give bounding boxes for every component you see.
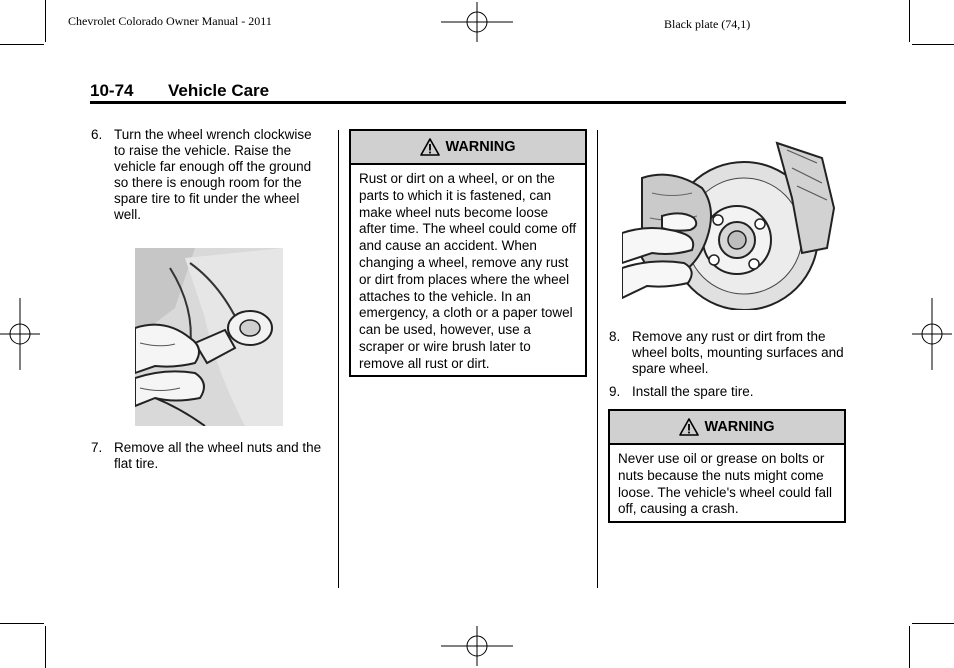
registration-mark-icon <box>912 298 952 370</box>
warning-text: Rust or dirt on a wheel, or on the parts to which it is fastened, can make wheel nuts become loose after time. The wheel could come off and cause an accident. When changing a wheel, remove any rust or dirt from places where the wheel attaches to the vehicle. In an emergency, a cloth or a paper towel can be used, however, use a scraper or wire brush later to remove all rust or dirt. <box>359 171 577 371</box>
warning-triangle-icon <box>420 138 440 156</box>
step-text: Install the spare tire. <box>632 384 754 399</box>
wheel-nut-removal-illustration <box>135 248 283 426</box>
crop-mark <box>45 0 46 42</box>
page-number: 10-74 <box>90 81 134 100</box>
warning-header <box>610 411 844 445</box>
column-divider <box>338 130 339 588</box>
step-text: Remove any rust or dirt from the wheel bolts, mounting surfaces and spare wheel. <box>632 329 844 376</box>
warning-header <box>351 131 585 165</box>
page-title <box>90 81 269 101</box>
warning-title: WARNING <box>704 419 775 435</box>
registration-mark-icon <box>441 2 513 42</box>
step-number: 9. <box>609 384 621 399</box>
crop-mark <box>912 44 954 45</box>
step-text: Turn the wheel wrench clockwise to raise the vehicle. Raise the vehicle far enough off the ground so there is enough room for the spare tire to fit under the wheel well. <box>114 127 312 222</box>
warning-triangle-icon <box>679 418 699 436</box>
header-manual-title: Chevrolet Colorado Owner Manual - 2011 <box>68 14 272 28</box>
step-number: 6. <box>91 127 103 142</box>
registration-mark-icon <box>0 298 40 370</box>
step-number: 8. <box>609 329 621 344</box>
crop-mark <box>0 44 44 45</box>
crop-mark <box>0 623 44 624</box>
step-text: Remove all the wheel nuts and the flat tire. <box>114 440 322 471</box>
crop-mark <box>909 626 910 668</box>
title-rule <box>90 101 846 104</box>
registration-mark-icon <box>441 626 513 666</box>
warning-text: Never use oil or grease on bolts or nuts because the nuts might come loose. The vehicle's wheel could fall off, causing a crash. <box>618 451 832 517</box>
crop-mark <box>45 626 46 668</box>
warning-title: WARNING <box>445 139 516 155</box>
column-divider <box>597 130 598 588</box>
warning-box <box>608 409 846 523</box>
section-title: Vehicle Care <box>168 81 270 100</box>
crop-mark <box>909 0 910 42</box>
crop-mark <box>912 623 954 624</box>
wheel-hub-cleaning-illustration <box>622 138 837 310</box>
header-plate-info: Black plate (74,1) <box>664 17 751 31</box>
step-number: 7. <box>91 440 103 455</box>
warning-box <box>349 129 587 377</box>
